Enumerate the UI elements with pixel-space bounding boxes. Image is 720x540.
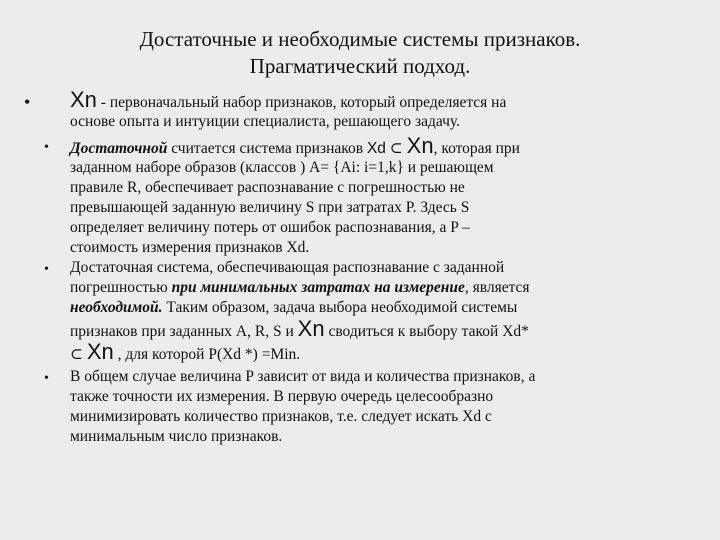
bullet-3-line-1: Достаточная система, обеспечивающая распознавание с заданной [70,259,505,276]
bullet-2-line-3: правиле R, обеспечивает распознавание с погрешностью не [70,179,465,196]
bullet-2-line-5: определяет величину потерь от ошибок распознавания, а P – [70,219,470,236]
bullet-3-line-2-b: , является [464,279,530,296]
bullet-3-line-3 [70,298,517,318]
slide-title [60,26,660,80]
bullet-1-line-1-text: - первоначальный набор признаков, который определяется на [96,94,507,111]
xn-symbol: Xn [70,87,97,112]
bullet-2-line-6: стоимость измерения признаков Xd. [70,239,310,256]
xd-symbol: Xd [366,140,386,157]
xn-symbol: Xn [406,133,434,158]
bullet-3-line-4-a: признаков при заданных A, R, S и [70,323,298,340]
bullet-3-line-4 [70,316,529,342]
subset-symbol: ⊂ [70,346,83,363]
slide-title-line-2: Прагматический подход. [249,54,471,78]
bullet-marker: • [44,371,49,386]
bullet-3-line-2-a: погрешностью [70,279,172,296]
xn-symbol: Xn [297,316,325,341]
subset-symbol: ⊂ [389,140,403,157]
bullet-3-line-3-b: Таким образом, задача выбора необходимой системы [162,299,518,316]
bullet-3-line-5 [70,339,301,365]
emphasis-necessary: необходимой. [70,299,163,316]
emphasis-min-cost: при минимальных затратах на измерение [171,279,465,296]
bullet-marker: • [24,92,31,112]
bullet-marker: • [44,262,49,277]
bullet-1-line-1 [70,87,507,113]
bullet-4-line-2: также точности их измерения. В первую очередь целесообразно [70,388,494,405]
bullet-marker: • [44,140,49,155]
bullet-2-line-1-tail: , которая при [433,140,520,157]
bullet-3-line-4-b: сводиться к выбору такой Xd* [324,323,529,340]
bullet-2-line-1 [70,133,520,159]
bullet-2-line-4: превышающей заданную величину S при затратах P. Здесь S [70,199,470,216]
bullet-4-line-4: минимальным число признаков. [70,428,283,445]
emphasis-sufficient: Достаточной [70,140,168,157]
xn-symbol: Xn [86,339,114,364]
bullet-2-line-2: заданном наборе образов (классов ) A= {Ai: i=1,k} и решающем [70,159,494,176]
bullet-1-line-2: основе опыта и интуиции специалиста, решающего задачу. [70,113,460,130]
bullet-4-line-3: минимизировать количество признаков, т.е. следует искать Xd с [70,408,492,425]
bullet-3-line-2 [70,278,530,298]
bullet-4-line-1: В общем случае величина P зависит от вида и количества признаков, а [70,368,536,385]
slide-title-line-1: Достаточные и необходимые системы признаков. [139,27,581,51]
bullet-2-line-1-text: считается система признаков [167,140,367,157]
bullet-3-line-5-b: , для которой P(Xd *) =Min. [113,346,301,363]
